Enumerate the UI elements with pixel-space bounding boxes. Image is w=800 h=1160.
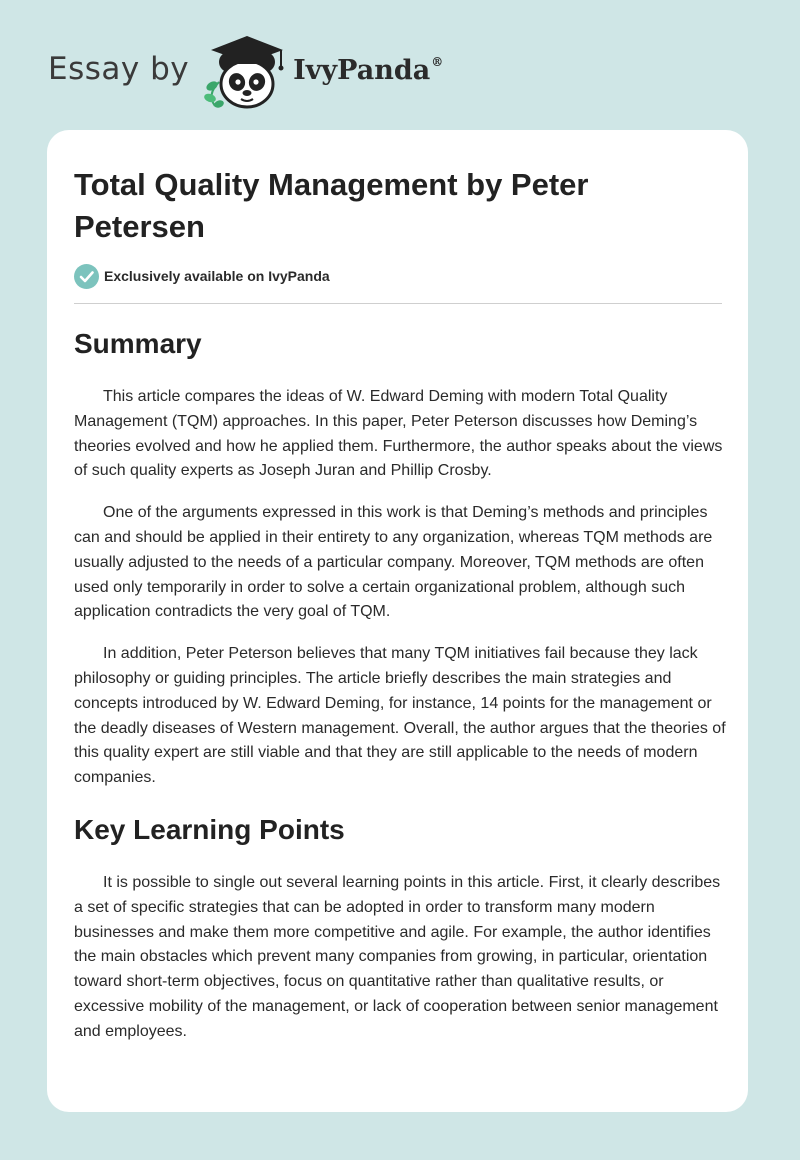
essay-content [74, 323, 726, 1045]
exclusive-label: Exclusively available on IvyPanda [104, 268, 330, 284]
brand-header [48, 32, 443, 112]
brand-name-text: IvyPanda [293, 54, 431, 86]
summary-paragraph-2: One of the arguments expressed in this work is that Deming’s methods and principles can and should be applied in their entirety to any organization, whereas TQM methods are usually adjusted to the needs of a particular company. Moreover, TQM methods are often used only temporarily in order to solve a certain organizational problem, although such application contradicts the very goal of TQM. [74, 504, 713, 621]
check-circle-icon [74, 264, 99, 289]
essay-title: Total Quality Management by Peter Petersen [74, 167, 589, 244]
key-learning-paragraph-1: It is possible to single out several learning points in this article. First, it clearly describes a set of specific strategies that can be adopted in order to transform many modern businesses and make them more competitive and agile. For example, the author identifies the main obstacles which prevent many companies from growing, in particular, orientation toward short-term objectives, focus on quantitative rather than qualitative results, or excessive mobility of the management, or lack of cooperation between senior management and employees. [74, 873, 721, 1040]
ivypanda-wordmark [293, 55, 443, 86]
essay-by-label: Essay by [48, 51, 190, 87]
essay-card [47, 130, 748, 1112]
section-heading-key-learning-points: Key Learning Points [74, 813, 345, 845]
divider [74, 303, 722, 304]
summary-paragraph-1: This article compares the ideas of W. Edward Deming with modern Total Quality Management (TQM) approaches. In this paper, Peter Peterson discusses how Deming’s theories evolved and how he applied them. Furthermore, the author speaks about the views of such quality experts as Joseph Juran and Phillip Crosby. [74, 388, 723, 480]
exclusive-badge [74, 263, 330, 289]
summary-paragraph-3: In addition, Peter Peterson believes that many TQM initiatives fail because they lack philosophy or guiding principles. The article briefly describes the main strategies and concepts introduced by W. Edward Deming, for instance, 14 points for the management or the deadly diseases of Western management. Overall, the author argues that the theories of this quality expert are still viable and that they are still applicable to the needs of modern companies. [74, 645, 726, 787]
registered-mark: ® [431, 54, 444, 69]
section-heading-summary: Summary [74, 328, 202, 359]
ivypanda-logo-icon [199, 32, 291, 112]
